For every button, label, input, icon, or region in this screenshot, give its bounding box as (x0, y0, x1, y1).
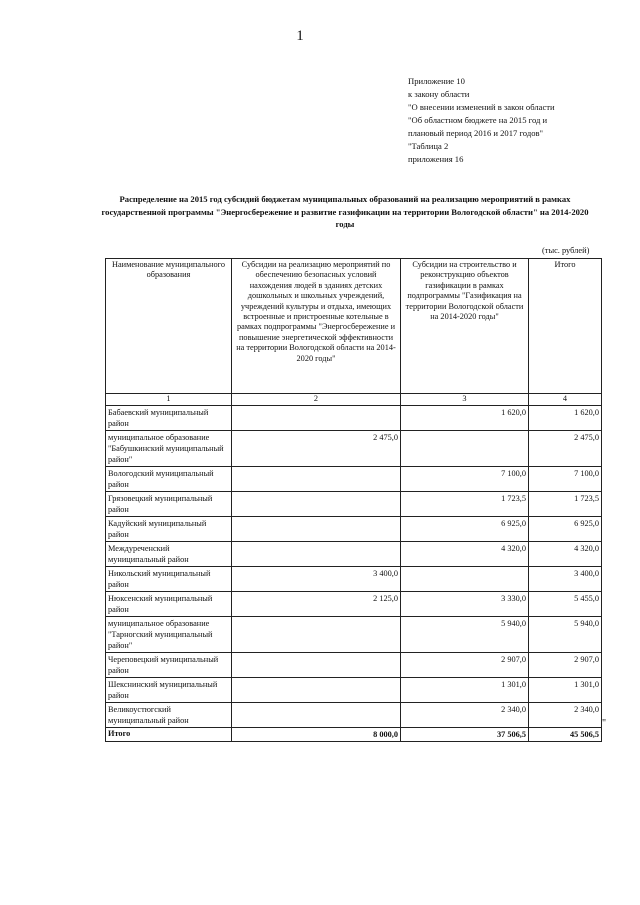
total-cell: 7 100,0 (529, 467, 602, 492)
appendix-line: "О внесении изменений в закон области (408, 102, 555, 112)
gasification-subsidy-cell: 6 925,0 (401, 517, 529, 542)
municipality-cell: Бабаевский муниципальный район (106, 406, 232, 431)
appendix-line: к закону области (408, 89, 470, 99)
total-cell: 5 940,0 (529, 617, 602, 653)
total-cell: 1 301,0 (529, 678, 602, 703)
total-cell: 5 455,0 (529, 592, 602, 617)
table-row (106, 617, 602, 653)
total-cell: 2 907,0 (529, 653, 602, 678)
municipality-cell: Череповецкий муниципальный район (106, 653, 232, 678)
municipality-cell: Вологодский муниципальный район (106, 467, 232, 492)
table-row (106, 517, 602, 542)
municipality-cell: Грязовецкий муниципальный район (106, 492, 232, 517)
total-cell: 3 400,0 (529, 567, 602, 592)
total-cell: 6 925,0 (529, 517, 602, 542)
table-row (106, 703, 602, 728)
safety-subsidy-cell (232, 678, 401, 703)
safety-subsidy-cell (232, 492, 401, 517)
table-header-row (106, 259, 602, 394)
header-total: Итого (529, 259, 602, 394)
appendix-line: приложения 16 (408, 154, 464, 164)
gasification-subsidy-cell (401, 431, 529, 467)
municipality-cell: Шекснинский муниципальный район (106, 678, 232, 703)
header-gasification-subsidy: Субсидии на строительство и реконструкцию объектов газификации в рамках подпрограммы "Газификация на территории Вологодской области на 2014-2020 годы" (401, 259, 529, 394)
municipality-cell: муниципальное образование "Тарногский муниципальный район" (106, 617, 232, 653)
table-row (106, 653, 602, 678)
closing-quote: " (602, 718, 607, 729)
safety-subsidy-cell (232, 517, 401, 542)
table-row (106, 492, 602, 517)
safety-subsidy-cell (232, 703, 401, 728)
appendix-reference (408, 75, 633, 166)
safety-subsidy-cell: 3 400,0 (232, 567, 401, 592)
table-row (106, 467, 602, 492)
table-row (106, 567, 602, 592)
appendix-line: "Об областном бюджете на 2015 год и (408, 115, 548, 125)
table-row (106, 431, 602, 467)
gasification-subsidy-cell: 1 723,5 (401, 492, 529, 517)
gasification-subsidy-cell: 7 100,0 (401, 467, 529, 492)
municipality-cell: Великоустюгский муниципальный район (106, 703, 232, 728)
column-number: 2 (232, 394, 401, 406)
safety-subsidy-cell: 2 125,0 (232, 592, 401, 617)
safety-subsidy-cell: 2 475,0 (232, 431, 401, 467)
header-safety-subsidy: Субсидии на реализацию мероприятий по обеспечению безопасных условий нахождения людей в зданиях детских дошкольных и школьных учреждений, учреждений культуры и отдыха, имеющих встроенные и пристроенные котельные в рамках подпрограммы "Энергосбережение и повышение энергетической эффективности на территории Вологодской области на 2014-2020 годы" (232, 259, 401, 394)
safety-subsidy-cell (232, 617, 401, 653)
gasification-subsidy-cell: 1 620,0 (401, 406, 529, 431)
table-total-row (106, 728, 602, 742)
municipality-cell: Никольский муниципальный район (106, 567, 232, 592)
appendix-line: плановый период 2016 и 2017 годов" (408, 128, 544, 138)
column-number: 1 (106, 394, 232, 406)
gasification-subsidy-cell: 1 301,0 (401, 678, 529, 703)
total-label-cell: Итого (106, 728, 232, 742)
units-label: (тыс. рублей) (542, 246, 590, 255)
total-cell: 4 320,0 (529, 542, 602, 567)
column-number: 3 (401, 394, 529, 406)
table-row (106, 406, 602, 431)
municipality-cell: Нюксенский муниципальный район (106, 592, 232, 617)
municipality-cell: Кадуйский муниципальный район (106, 517, 232, 542)
column-number: 4 (529, 394, 602, 406)
safety-subsidy-total-cell: 8 000,0 (232, 728, 401, 742)
total-cell: 2 340,0 (529, 703, 602, 728)
table-row (106, 592, 602, 617)
gasification-subsidy-cell: 5 940,0 (401, 617, 529, 653)
total-cell: 2 475,0 (529, 431, 602, 467)
safety-subsidy-cell (232, 653, 401, 678)
appendix-line: Приложение 10 (408, 76, 465, 86)
gasification-subsidy-cell: 2 907,0 (401, 653, 529, 678)
municipality-cell: Междуреченский муниципальный район (106, 542, 232, 567)
gasification-subsidy-cell (401, 567, 529, 592)
total-cell: 1 723,5 (529, 492, 602, 517)
page-number: 1 (296, 28, 304, 44)
gasification-subsidy-cell: 3 330,0 (401, 592, 529, 617)
header-municipality: Наименование муниципального образования (106, 259, 232, 394)
safety-subsidy-cell (232, 542, 401, 567)
safety-subsidy-cell (232, 467, 401, 492)
gasification-subsidy-total-cell: 37 506,5 (401, 728, 529, 742)
safety-subsidy-cell (232, 406, 401, 431)
total-cell: 1 620,0 (529, 406, 602, 431)
gasification-subsidy-cell: 2 340,0 (401, 703, 529, 728)
municipality-cell: муниципальное образование "Бабушкинский муниципальный район" (106, 431, 232, 467)
appendix-line: "Таблица 2 (408, 141, 449, 151)
document-title: Распределение на 2015 год субсидий бюджетам муниципальных образований на реализацию мероприятий в рамках государственной программы "Энергосбережение и развитие газификации на территории Вологодской области" на 2014-2020 годы (101, 194, 589, 229)
subsidy-table (105, 258, 602, 742)
table-row (106, 678, 602, 703)
column-number-row (106, 394, 602, 406)
table-row (106, 542, 602, 567)
gasification-subsidy-cell: 4 320,0 (401, 542, 529, 567)
grand-total-cell: 45 506,5 (529, 728, 602, 742)
